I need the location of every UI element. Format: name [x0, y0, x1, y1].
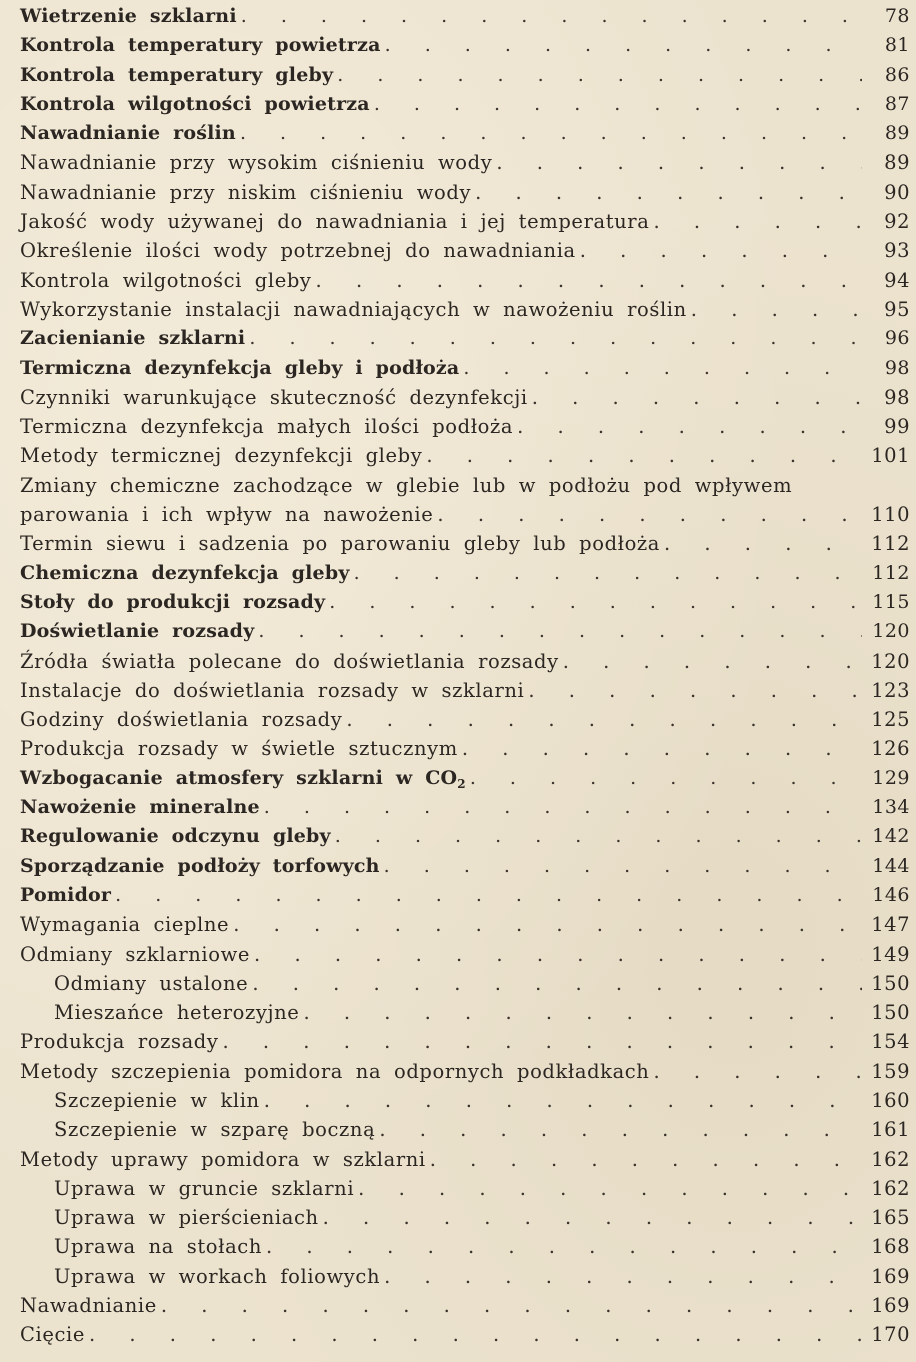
dot-leader	[303, 998, 862, 1027]
dot-leader	[580, 236, 862, 265]
toc-entry-title-text: Uprawa na stołach	[54, 1235, 262, 1259]
toc-entry-title-text: Kontrola wilgotności gleby	[20, 268, 312, 292]
toc-entry-page-number: 150	[871, 1001, 910, 1025]
toc-entry	[20, 119, 910, 148]
toc-entry-title	[20, 2, 237, 31]
dot-leader	[653, 1057, 862, 1086]
dot-leader	[241, 2, 862, 31]
toc-entry-title	[20, 647, 559, 676]
toc-entry-page-number: 162	[871, 1147, 910, 1171]
toc-entry-title-text: Uprawa w pierścieniach	[54, 1206, 319, 1230]
toc-entry-title-text: Czynniki warunkujące skuteczność dezynfekcji	[20, 385, 528, 409]
toc-entry-title-text: Zacienianie szklarni	[20, 327, 246, 350]
toc-entry-title-text: Produkcja rozsady w świetle sztucznym	[20, 737, 458, 761]
toc-entry-title-text: Metody uprawy pomidora w szklarni	[20, 1147, 426, 1171]
toc-entry-title	[20, 940, 250, 969]
toc-entry-title-text: Cięcie	[20, 1323, 85, 1347]
toc-entry	[20, 910, 910, 939]
toc-entry-page-number: 129	[872, 766, 910, 789]
toc-entry-title-text: Stoły do produkcji rozsady	[20, 590, 326, 613]
toc-entry-title-text: Szczepienie w szparę boczną	[54, 1118, 376, 1142]
dot-leader	[563, 647, 862, 676]
toc-entry	[20, 207, 910, 236]
toc-entry	[20, 734, 910, 763]
toc-entry	[20, 61, 910, 90]
dot-leader	[264, 793, 862, 822]
dot-leader	[323, 1203, 862, 1232]
toc-entry-page-number: 96	[884, 327, 910, 350]
toc-entry	[20, 529, 910, 558]
dot-leader	[475, 178, 862, 207]
toc-entry-title	[54, 998, 299, 1027]
dot-leader	[89, 1320, 862, 1349]
toc-entry	[20, 998, 910, 1027]
toc-entry-page-number: 89	[884, 122, 910, 145]
toc-entry-title-text: Kontrola temperatury gleby	[20, 63, 334, 86]
dot-leader	[249, 324, 862, 353]
toc-entry	[20, 1174, 910, 1203]
toc-entry-title-text: Termiczna dezynfekcja małych ilości podłoża	[20, 415, 514, 439]
toc-entry-title	[20, 31, 381, 60]
toc-entry	[20, 31, 910, 60]
toc-entry	[20, 764, 910, 793]
dot-leader	[430, 1145, 862, 1174]
dot-leader	[346, 705, 862, 734]
dot-leader	[462, 734, 862, 763]
toc-entry	[20, 441, 910, 470]
toc-entry-page-number: 98	[884, 356, 910, 379]
toc-entry-page-number: 146	[872, 883, 910, 906]
toc-entry	[20, 1291, 910, 1320]
dot-leader	[240, 119, 862, 148]
toc-entry-title	[54, 1232, 262, 1261]
toc-entry-title	[20, 910, 229, 939]
toc-entry-title-text: Zmiany chemiczne zachodzące w glebie lub w podłożu pod wpływem	[20, 473, 793, 497]
toc-entry-page-number: 170	[871, 1323, 910, 1347]
toc-entry-page-number: 92	[884, 210, 910, 234]
dot-leader	[463, 354, 862, 383]
toc-entry	[20, 647, 910, 676]
toc-entry	[20, 822, 910, 851]
toc-entry-page-number: 168	[871, 1235, 910, 1259]
dot-leader	[337, 61, 862, 90]
toc-entry-title-text: Mieszańce heterozyjne	[54, 1001, 300, 1025]
toc-entry	[20, 1086, 910, 1115]
toc-entry	[20, 1320, 910, 1349]
toc-entry-page-number: 125	[871, 708, 910, 732]
dot-leader	[223, 1027, 863, 1056]
toc-entry-subscript: 2	[457, 776, 466, 791]
toc-entry-title	[54, 1262, 380, 1291]
toc-entry-title	[54, 969, 248, 998]
toc-entry-title	[20, 822, 331, 851]
toc-entry	[20, 1057, 910, 1086]
toc-entry-page-number: 126	[871, 737, 910, 761]
toc-entry-page-number: 112	[872, 561, 910, 584]
toc-entry-title-text: Instalacje do doświetlania rozsady w szklarni	[20, 678, 525, 702]
dot-leader	[161, 1291, 862, 1320]
toc-entry	[20, 940, 910, 969]
dot-leader	[426, 441, 862, 470]
toc-entry-title-text: Wymagania cieplne	[20, 913, 230, 937]
dot-leader	[517, 412, 862, 441]
dot-leader	[496, 148, 862, 177]
toc-entry-title-text: Godziny doświetlania rozsady	[20, 708, 343, 732]
dot-leader	[233, 910, 862, 939]
toc-entry	[20, 1232, 910, 1261]
toc-entry-title	[54, 1174, 354, 1203]
toc-entry-title-text: Nawadnianie przy wysokim ciśnieniu wody	[20, 151, 493, 175]
dot-leader	[664, 529, 862, 558]
toc-entry	[20, 295, 910, 324]
toc-entry	[20, 705, 910, 734]
toc-entry-page-number: 115	[872, 590, 910, 613]
toc-entry	[20, 1115, 910, 1144]
toc-entry-title	[20, 207, 649, 236]
toc-entry-title	[20, 1291, 157, 1320]
toc-entry-page-number: 94	[884, 268, 910, 292]
toc-entry	[20, 588, 910, 617]
toc-entry-title	[20, 617, 254, 646]
toc-entry-page-number: 123	[871, 678, 910, 702]
toc-entry-title-text: Źródła światła polecane do doświetlania rozsady	[20, 649, 559, 673]
toc-entry	[20, 617, 910, 646]
toc-entry-title-text: Termin siewu i sadzenia po parowaniu gleby lub podłoża	[20, 532, 661, 556]
toc-entry	[20, 2, 910, 31]
toc-entry-page-number: 160	[871, 1088, 910, 1112]
toc-entry-title	[20, 90, 370, 119]
toc-entry-page-number: 87	[884, 92, 910, 115]
toc-entry-page-number: 98	[884, 385, 910, 409]
dot-leader	[532, 383, 862, 412]
toc-entry-title	[20, 354, 459, 383]
toc-entry-title-text: Chemiczna dezynfekcja gleby	[20, 561, 350, 584]
toc-entry	[20, 1262, 910, 1291]
toc-entry-page-number: 81	[884, 34, 910, 57]
toc-entry-page-number: 159	[871, 1059, 910, 1083]
toc-entry-title	[20, 588, 325, 617]
dot-leader	[528, 676, 862, 705]
toc-entry-title	[20, 793, 260, 822]
toc-entry-page-number: 90	[884, 180, 910, 204]
toc-entry-title-text: Nawadnianie roślin	[20, 122, 236, 145]
toc-entry-page-number: 169	[871, 1264, 910, 1288]
toc-entry	[20, 383, 910, 412]
toc-entry-title	[20, 236, 576, 265]
toc-entry-title-text: Doświetlanie rozsady	[20, 620, 255, 643]
toc-entry-title	[54, 1086, 260, 1115]
toc-entry-title	[20, 852, 380, 881]
toc-entry	[20, 148, 910, 177]
toc-entry	[20, 676, 910, 705]
toc-entry-title-text: Metody termicznej dezynfekcji gleby	[20, 444, 423, 468]
toc-entry	[20, 1203, 910, 1232]
toc-entry-page-number: 89	[884, 151, 910, 175]
toc-entry-page-number: 99	[884, 415, 910, 439]
toc-entry-title-text: Pomidor	[20, 883, 112, 906]
toc-entry-title-text: Odmiany ustalone	[54, 971, 249, 995]
toc-entry	[20, 559, 910, 588]
toc-entry-page-number: 134	[872, 796, 910, 819]
toc-entry-title-text: Metody szczepienia pomidora na odpornych podkładkach	[20, 1059, 650, 1083]
dot-leader	[258, 617, 862, 646]
toc-entry-page-number: 154	[871, 1030, 910, 1054]
toc-entry-title-text: Nawadnianie przy niskim ciśnieniu wody	[20, 180, 472, 204]
toc-entry-title	[20, 705, 342, 734]
dot-leader	[384, 852, 862, 881]
toc-entry-title	[20, 383, 528, 412]
dot-leader	[374, 90, 862, 119]
toc-entry-page-number: 78	[884, 5, 910, 27]
dot-leader	[264, 1086, 862, 1115]
toc-entry-page-number: 101	[871, 444, 910, 468]
dot-leader	[385, 31, 862, 60]
toc-entry-page-number: 142	[872, 825, 910, 848]
toc-entry-title	[54, 1115, 375, 1144]
toc-entry-title-text: Odmiany szklarniowe	[20, 942, 251, 966]
toc-entry-title	[20, 61, 333, 90]
toc-entry	[20, 354, 910, 383]
toc-entry-page-number: 149	[871, 942, 910, 966]
toc-entry-title	[20, 412, 513, 441]
dot-leader	[691, 295, 862, 324]
toc-entry-page-number: 120	[871, 649, 910, 673]
toc-entry-title	[20, 1057, 649, 1086]
toc-entry-title	[20, 529, 660, 558]
toc-entry-title-text: Określenie ilości wody potrzebnej do nawadniania	[20, 239, 576, 263]
toc-entry-page-number: 161	[871, 1118, 910, 1142]
toc-entry-page-number: 165	[871, 1206, 910, 1230]
toc-entry	[20, 90, 910, 119]
toc-entry-title-text: Produkcja rozsady	[20, 1030, 219, 1054]
toc-entry-title	[20, 1027, 219, 1056]
toc-entry-title-text: Uprawa w workach foliowych	[54, 1264, 381, 1288]
toc-entry-page-number: 144	[872, 854, 910, 877]
dot-leader	[437, 500, 862, 529]
toc-entry-title-text: Kontrola wilgotności powietrza	[20, 92, 370, 115]
toc-entry-title-text: Sporządzanie podłoży torfowych	[20, 854, 380, 877]
dot-leader	[316, 266, 862, 295]
toc-entry-title-text: Regulowanie odczynu gleby	[20, 825, 331, 848]
toc-entry-page-number: 169	[871, 1294, 910, 1318]
toc-entry-title	[20, 148, 492, 177]
dot-leader	[335, 822, 862, 851]
dot-leader	[329, 588, 862, 617]
table-of-contents	[20, 2, 910, 1350]
toc-entry	[20, 236, 910, 265]
dot-leader	[653, 207, 862, 236]
toc-entry-title	[20, 500, 433, 529]
toc-entry-title	[20, 471, 792, 500]
toc-entry	[20, 852, 910, 881]
toc-entry-page-number: 93	[884, 239, 910, 263]
toc-entry-title-text: Nawadnianie	[20, 1294, 157, 1318]
dot-leader	[254, 940, 862, 969]
toc-entry	[20, 969, 910, 998]
dot-leader	[115, 881, 862, 910]
toc-entry-page-number: 95	[884, 297, 910, 321]
toc-entry	[20, 881, 910, 910]
toc-entry-title	[20, 324, 245, 353]
toc-entry-title-text: Wietrzenie szklarni	[20, 5, 237, 27]
toc-entry-title	[20, 266, 312, 295]
toc-entry-title-text: Szczepienie w klin	[54, 1088, 260, 1112]
toc-entry-title	[20, 119, 236, 148]
toc-entry	[20, 1027, 910, 1056]
toc-entry-title-text: Jakość wody używanej do nawadniania i jej temperatura	[20, 210, 650, 234]
toc-entry	[20, 1145, 910, 1174]
toc-entry-title	[20, 881, 111, 910]
toc-entry-title	[20, 295, 687, 324]
toc-entry	[20, 178, 910, 207]
toc-entry-title-text: Wzbogacanie atmosfery szklarni w CO	[20, 766, 458, 789]
toc-entry-title	[54, 1203, 319, 1232]
toc-entry-title	[20, 178, 471, 207]
toc-entry	[20, 793, 910, 822]
dot-leader	[384, 1262, 862, 1291]
toc-entry	[20, 500, 910, 529]
toc-entry-title	[20, 676, 524, 705]
toc-entry-title-text: parowania i ich wpływ na nawożenie	[20, 503, 434, 527]
toc-entry	[20, 324, 910, 353]
toc-entry-page-number: 110	[871, 503, 910, 527]
toc-entry	[20, 471, 910, 500]
toc-entry-title-text: Nawożenie mineralne	[20, 796, 260, 819]
dot-leader	[470, 764, 862, 793]
dot-leader	[354, 559, 862, 588]
toc-entry-page-number: 147	[871, 913, 910, 937]
toc-entry-title	[20, 559, 350, 588]
toc-entry-title-text: Kontrola temperatury powietrza	[20, 34, 381, 57]
toc-entry-title	[20, 1145, 426, 1174]
dot-leader	[252, 969, 862, 998]
toc-entry-title	[20, 1320, 85, 1349]
toc-entry-title-text: Uprawa w gruncie szklarni	[54, 1176, 355, 1200]
toc-entry-page-number: 86	[884, 63, 910, 86]
toc-entry-title	[20, 734, 458, 763]
toc-entry-page-number: 112	[871, 532, 910, 556]
dot-leader	[358, 1174, 862, 1203]
toc-entry-title-text: Wykorzystanie instalacji nawadniających w nawożeniu roślin	[20, 297, 687, 321]
toc-entry-title	[20, 441, 422, 470]
toc-entry	[20, 412, 910, 441]
toc-entry-page-number: 162	[871, 1176, 910, 1200]
dot-leader	[266, 1232, 862, 1261]
toc-entry-page-number: 150	[871, 971, 910, 995]
toc-entry-page-number: 120	[872, 620, 910, 643]
toc-entry	[20, 266, 910, 295]
toc-entry-title-text: Termiczna dezynfekcja gleby i podłoża	[20, 356, 460, 379]
dot-leader	[379, 1115, 862, 1144]
